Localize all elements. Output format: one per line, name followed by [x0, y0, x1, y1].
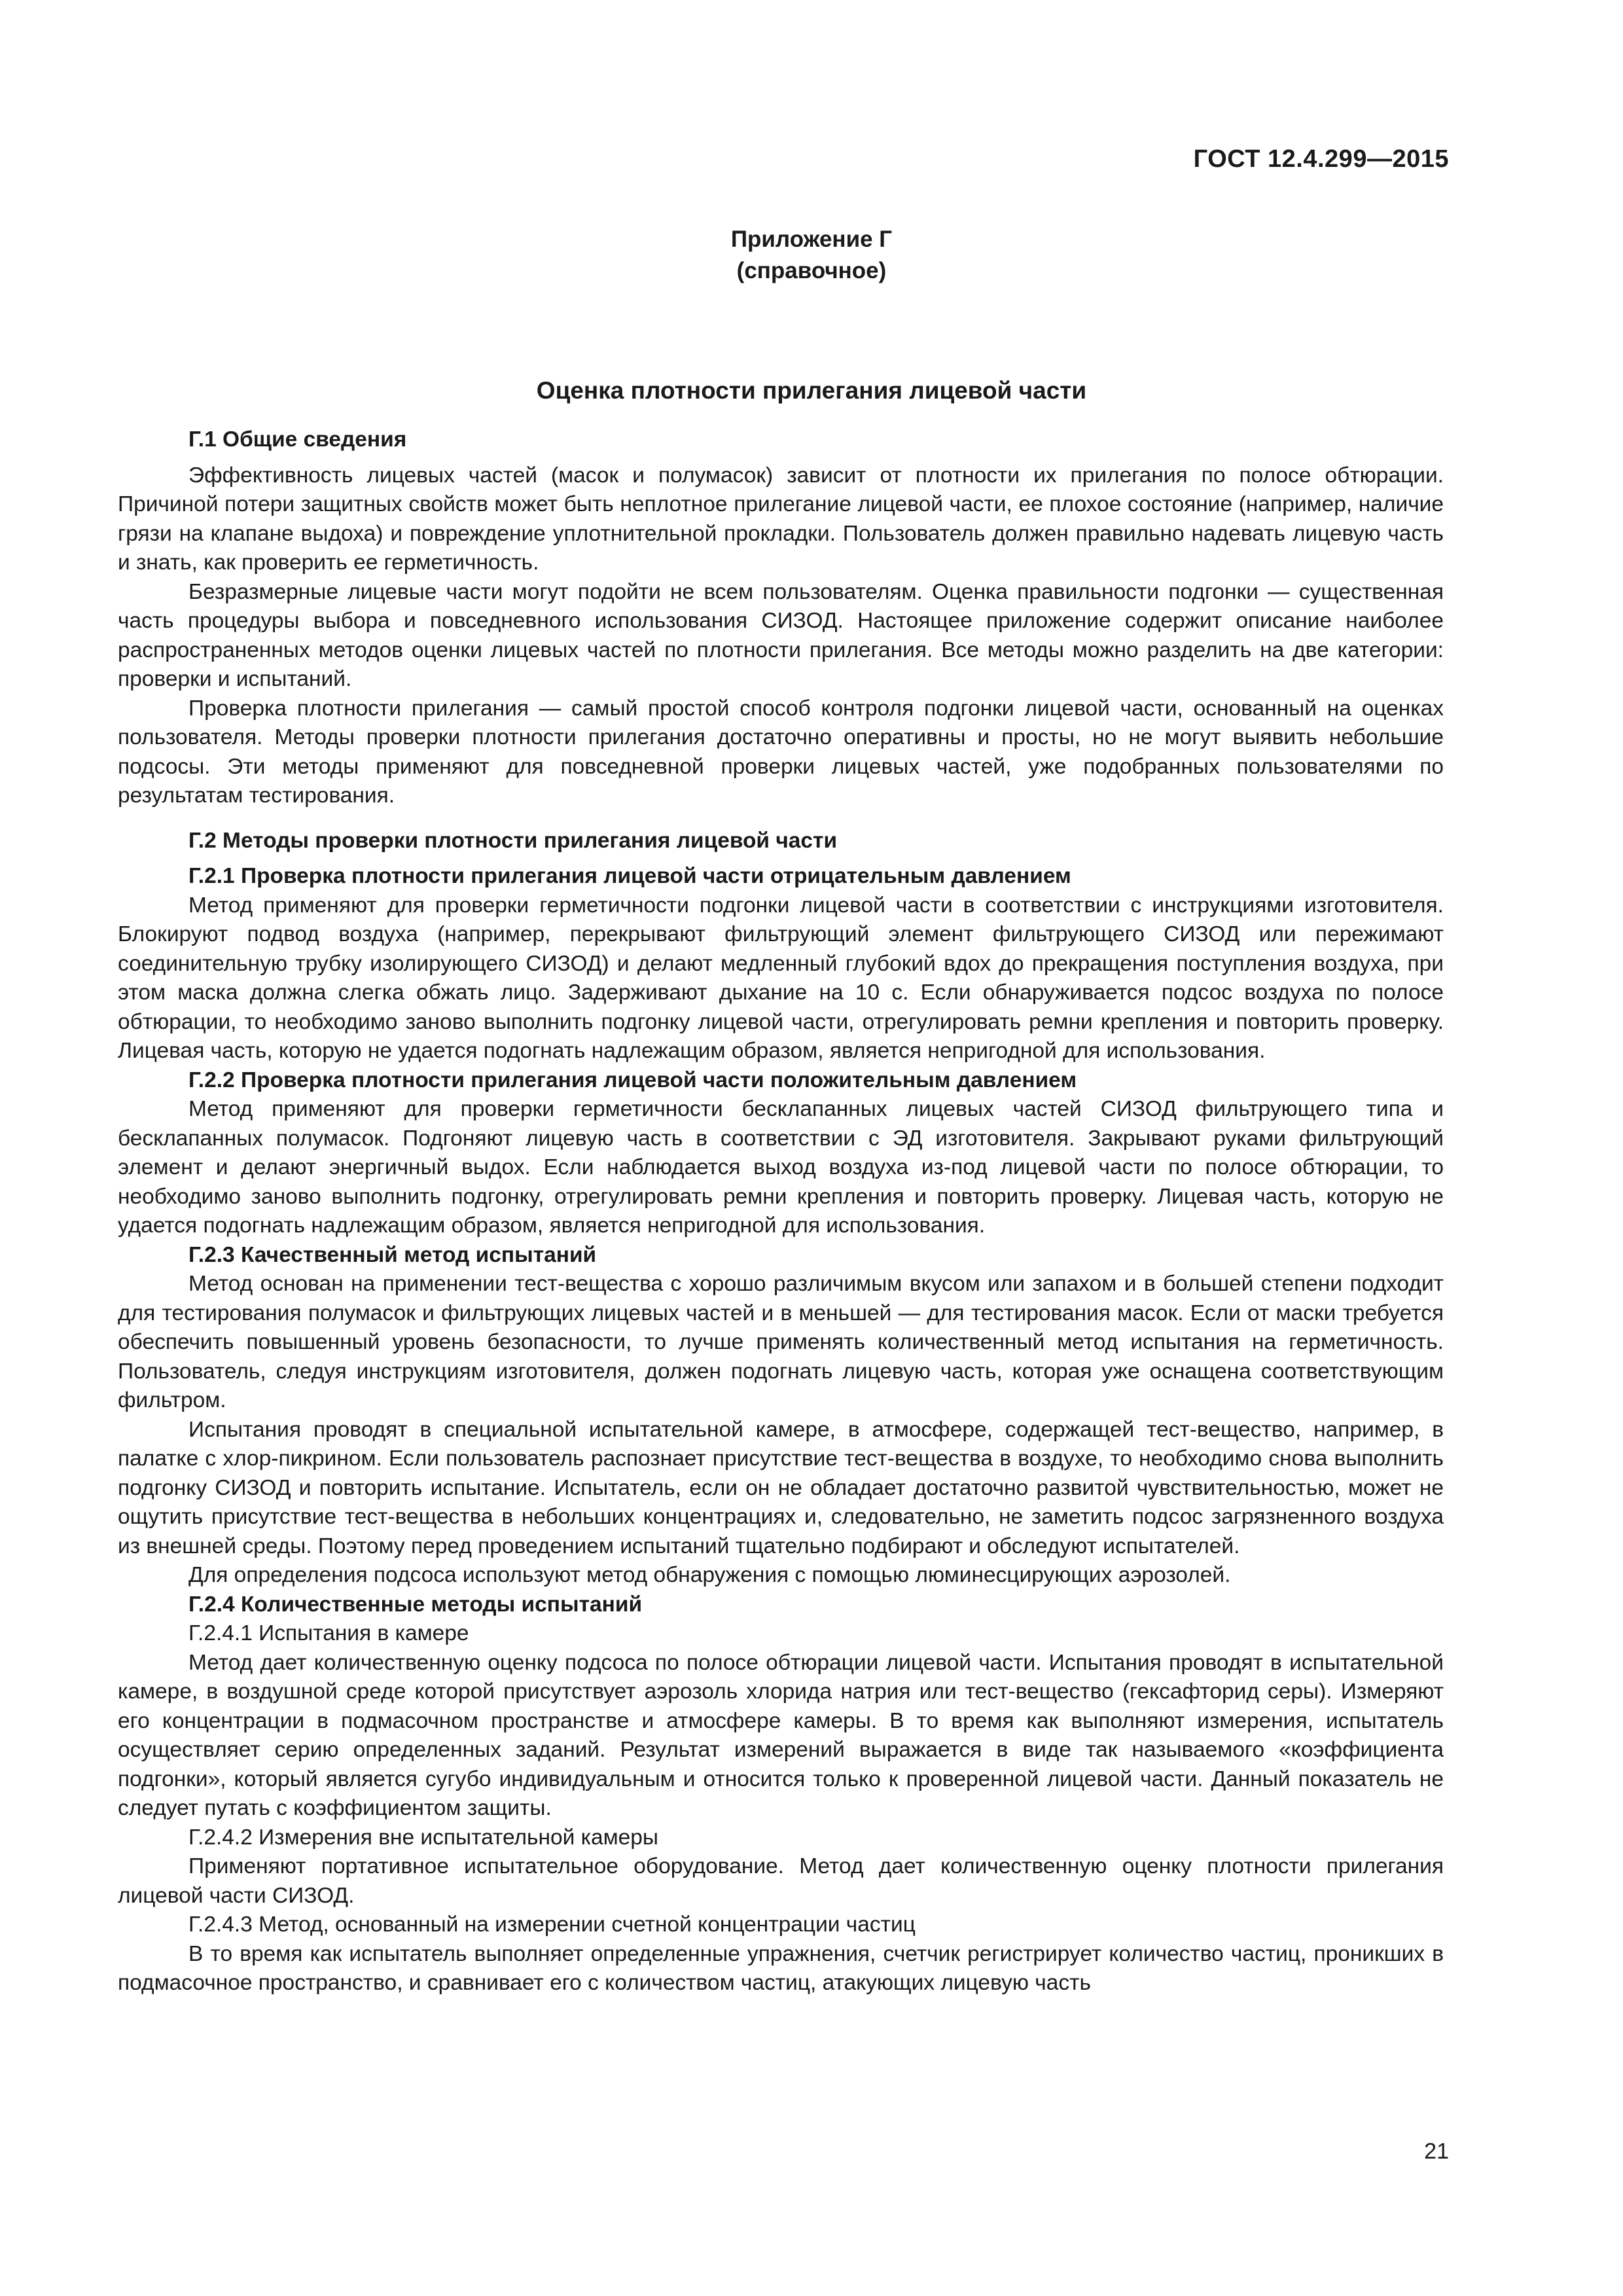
- subsection-heading-g23: Г.2.3 Качественный метод испытаний: [188, 1242, 597, 1267]
- subsection-heading-g242: Г.2.4.2 Измерения вне испытательной камеры: [188, 1825, 659, 1850]
- paragraph: Эффективность лицевых частей (масок и полумасок) зависит от плотности их прилегания по полосе обтюрации. Причиной потери защитных свойств может быть неплотное прилегание лицевой части, ее плохое состояние (например, наличие грязи на клапане выдоха) и повреждение уплотнительной прокладки. Пользователь должен правильно надевать лицевую часть и знать, как проверить ее герметичность.: [118, 463, 1444, 575]
- paragraph: Метод применяют для проверки герметичности бесклапанных лицевых частей СИЗОД фильтрующего типа и бесклапанных полумасок. Подгоняют лицевую часть в соответствии с ЭД изготовителя. Закрывают руками фильтрующий элемент и делают энергичный выдох. Если наблюдается выход воздуха из-под лицевой части по полосе обтюрации, то необходимо заново выполнить подгонку, отрегулировать ремни крепления и повторить проверку. Лицевая часть, которую не удается подогнать надлежащим образом, является непригодной для использования.: [118, 1097, 1444, 1238]
- paragraph: В то время как испытатель выполняет определенные упражнения, счетчик регистрирует количество частиц, проникших в подмасочное пространство, и сравнивает его с количеством частиц, атакующих лицевую часть: [118, 1941, 1444, 1995]
- section-heading-g1: Г.1 Общие сведения: [188, 427, 407, 452]
- page-title: Оценка плотности прилегания лицевой части: [536, 377, 1087, 404]
- paragraph: Испытания проводят в специальной испытательной камере, в атмосфере, содержащей тест-вещество, например, в палатке с хлор-пикрином. Если пользователь распознает присутствие тест-вещества в воздухе, то необходимо снова выполнить подгонку СИЗОД и повторить испытание. Испытатель, если он не обладает достаточно развитой чувствительностью, может не ощутить присутствие тест-вещества в небольших концентрациях и, следовательно, не заметить подсос загрязненного воздуха из внешней среды. Поэтому перед проведением испытаний тщательно подбирают и обследуют испытателей.: [118, 1417, 1444, 1558]
- subsection-heading-g22: Г.2.2 Проверка плотности прилегания лицевой части положительным давлением: [188, 1067, 1077, 1092]
- appendix-title: Приложение Г: [730, 226, 893, 252]
- paragraph: Проверка плотности прилегания — самый простой способ контроля подгонки лицевой части, основанный на оценках пользователя. Методы проверки плотности прилегания достаточно оперативны и просты, но не могут выявить небольшие подсосы. Эти методы применяют для повседневной проверки лицевых частей, уже подобранных пользователями по результатам тестирования.: [118, 696, 1444, 808]
- paragraph: Метод применяют для проверки герметичности подгонки лицевой части в соответствии с инструкциями изготовителя. Блокируют подвод воздуха (например, перекрывают фильтрующий элемент фильтрующего СИЗОД или пережимают соединительную трубку изолирующего СИЗОД) и делают медленный глубокий вдох до прекращения поступления воздуха, при этом маска должна слегка обжать лицо. Задерживают дыхание на 10 с. Если обнаруживается подсос воздуха по полосе обтюрации, то необходимо заново выполнить подгонку лицевой части, отрегулировать ремни крепления и повторить проверку. Лицевая часть, которую не удается подогнать надлежащим образом, является непригодной для использования.: [118, 893, 1444, 1063]
- appendix-subtitle: (справочное): [736, 258, 887, 283]
- page-number: 21: [1424, 2139, 1449, 2164]
- paragraph: Безразмерные лицевые части могут подойти не всем пользователям. Оценка правильности подгонки — существенная часть процедуры выбора и повседневного использования СИЗОД. Настоящее приложение содержит описание наиболее распространенных методов оценки лицевых частей по плотности прилегания. Все методы можно разделить на две категории: проверки и испытаний.: [118, 579, 1444, 691]
- appendix-heading: [0, 224, 1623, 287]
- section-heading-g2: Г.2 Методы проверки плотности прилегания лицевой части: [188, 828, 838, 853]
- paragraph: Метод основан на применении тест-вещества с хорошо различимым вкусом или запахом и в большей степени подходит для тестирования полумасок и фильтрующих лицевых частей и в меньшей — для тестирования масок. Если от маски требуется обеспечить повышенный уровень безопасности, то лучше применять количественный метод испытания на герметичность. Пользователь, следуя инструкциям изготовителя, должен подогнать лицевую часть, которая уже оснащена соответствующим фильтром.: [118, 1272, 1444, 1412]
- subsection-heading-g21: Г.2.1 Проверка плотности прилегания лицевой части отрицательным давлением: [188, 864, 1071, 888]
- paragraph: Метод дает количественную оценку подсоса по полосе обтюрации лицевой части. Испытания проводят в испытательной камере, в воздушной среде которой присутствует аэрозоль хлорида натрия или тест-вещество (гексафторид серы). Измеряют его концентрации в подмасочном пространстве и атмосфере камеры. В то время как выполняют измерения, испытатель осуществляет серию определенных заданий. Результат измерений выражается в виде так называемого «коэффициента подгонки», который является сугубо индивидуальным и относится только к проверенной лицевой части. Данный показатель не следует путать с коэффициентом защиты.: [118, 1650, 1444, 1820]
- subsection-heading-g243: Г.2.4.3 Метод, основанный на измерении счетной концентрации частиц: [188, 1912, 916, 1937]
- subsection-heading-g241: Г.2.4.1 Испытания в камере: [188, 1621, 469, 1645]
- paragraph: Для определения подсоса используют метод обнаружения с помощью люминесцирующих аэрозолей.: [188, 1563, 1231, 1587]
- subsection-heading-g24: Г.2.4 Количественные методы испытаний: [188, 1592, 643, 1617]
- standard-number: ГОСТ 12.4.299—2015: [1193, 145, 1449, 173]
- document-body: [118, 425, 1444, 1998]
- paragraph: Применяют портативное испытательное оборудование. Метод дает количественную оценку плотности прилегания лицевой части СИЗОД.: [118, 1854, 1444, 1908]
